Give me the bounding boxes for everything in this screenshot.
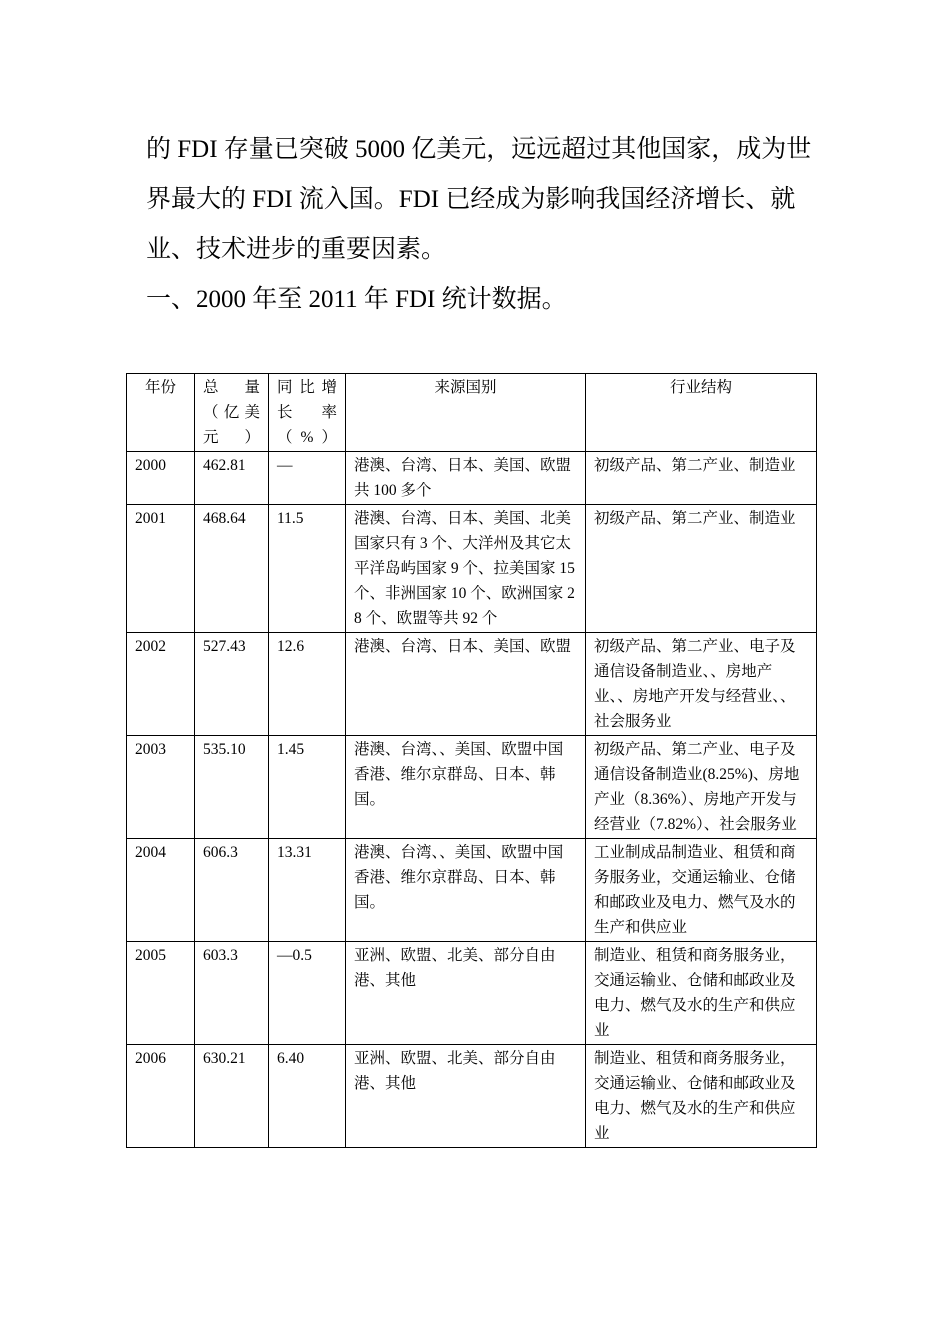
cell-source: 港澳、台湾、、美国、欧盟中国香港、维尔京群岛、日本、韩国。: [346, 736, 586, 839]
cell-total: 527.43: [195, 633, 269, 736]
table-row: [127, 633, 817, 736]
cell-year: 2001: [127, 505, 195, 633]
cell-industry: 初级产品、第二产业、制造业: [586, 505, 817, 633]
cell-source: 港澳、台湾、日本、美国、欧盟共 100 多个: [346, 452, 586, 505]
cell-growth: 1.45: [269, 736, 346, 839]
cell-year: 2000: [127, 452, 195, 505]
table-row: [127, 1045, 817, 1148]
cell-growth: 12.6: [269, 633, 346, 736]
cell-total: 630.21: [195, 1045, 269, 1148]
cell-total: 603.3: [195, 942, 269, 1045]
header-source: 来源国别: [346, 374, 586, 452]
cell-industry: 初级产品、第二产业、制造业: [586, 452, 817, 505]
cell-source: 亚洲、欧盟、北美、部分自由港、其他: [346, 942, 586, 1045]
cell-growth: —: [269, 452, 346, 505]
cell-industry: 制造业、租赁和商务服务业，交通运输业、仓储和邮政业及电力、燃气及水的生产和供应业: [586, 942, 817, 1045]
table-row: [127, 839, 817, 942]
header-total: 总 量（亿美元）: [195, 374, 269, 452]
fdi-statistics-table: [126, 373, 817, 1148]
cell-source: 亚洲、欧盟、北美、部分自由港、其他: [346, 1045, 586, 1148]
header-growth: 同比增长率（%）: [269, 374, 346, 452]
cell-industry: 初级产品、第二产业、电子及通信设备制造业(8.25%)、房地产业（8.36%）、房地产开发与经营业（7.82%）、社会服务业: [586, 736, 817, 839]
cell-industry: 制造业、租赁和商务服务业，交通运输业、仓储和邮政业及电力、燃气及水的生产和供应业: [586, 1045, 817, 1148]
table-header-row: [127, 374, 817, 452]
cell-year: 2006: [127, 1045, 195, 1148]
table-row: [127, 736, 817, 839]
section-heading: 一、2000 年至 2011 年 FDI 统计数据。: [146, 286, 567, 313]
cell-growth: —0.5: [269, 942, 346, 1045]
cell-growth: 11.5: [269, 505, 346, 633]
cell-year: 2003: [127, 736, 195, 839]
header-industry: 行业结构: [586, 374, 817, 452]
cell-industry: 初级产品、第二产业、电子及通信设备制造业、、房地产业、、房地产开发与经营业、、社会服务业: [586, 633, 817, 736]
cell-year: 2004: [127, 839, 195, 942]
cell-industry: 工业制成品制造业、租赁和商务服务业，交通运输业、仓储和邮政业及电力、燃气及水的生产和供应业: [586, 839, 817, 942]
cell-year: 2005: [127, 942, 195, 1045]
intro-paragraph: 的 FDI 存量已突破 5000 亿美元，远远超过其他国家，成为世界最大的 FDI 流入国。FDI 已经成为影响我国经济增长、就业、技术进步的重要因素。: [146, 136, 812, 263]
cell-total: 468.64: [195, 505, 269, 633]
table-row: [127, 452, 817, 505]
cell-source: 港澳、台湾、日本、美国、北美国家只有 3 个、大洋州及其它太平洋岛屿国家 9 个、拉美国家 15 个、非洲国家 10 个、欧洲国家 28 个、欧盟等共 92 个: [346, 505, 586, 633]
cell-source: 港澳、台湾、、美国、欧盟中国香港、维尔京群岛、日本、韩国。: [346, 839, 586, 942]
cell-total: 606.3: [195, 839, 269, 942]
cell-year: 2002: [127, 633, 195, 736]
cell-growth: 13.31: [269, 839, 346, 942]
cell-total: 462.81: [195, 452, 269, 505]
header-year: 年份: [127, 374, 195, 452]
table-row: [127, 942, 817, 1045]
cell-total: 535.10: [195, 736, 269, 839]
cell-source: 港澳、台湾、日本、美国、欧盟: [346, 633, 586, 736]
cell-growth: 6.40: [269, 1045, 346, 1148]
table-row: [127, 505, 817, 633]
